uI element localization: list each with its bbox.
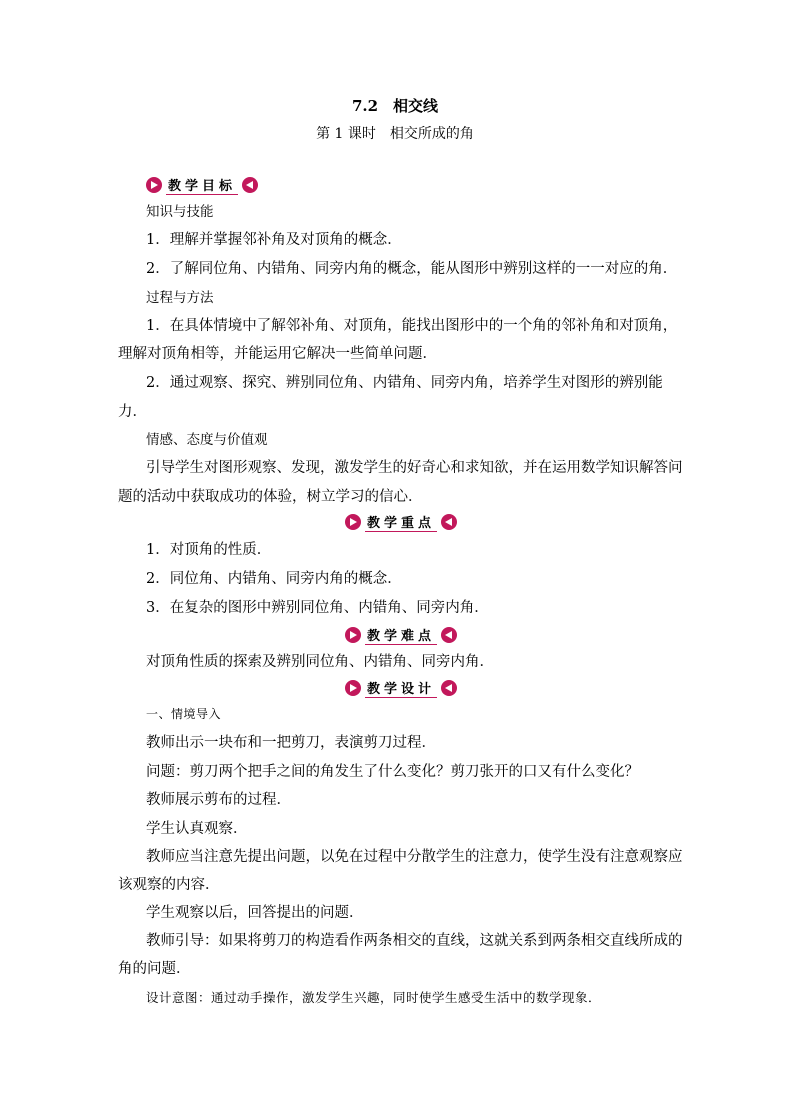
design-line-3: 教师展示剪布的过程． <box>146 792 291 808</box>
goal-knowledge-2: 2．了解同位角、内错角、同旁内角的概念，能从图形中辨别这样的一一对应的角． <box>146 261 678 277</box>
design-line-6: 学生观察以后，回答提出的问题． <box>146 905 364 921</box>
design-line-5b: 该观察的内容． <box>118 877 220 893</box>
design-line-7a: 教师引导：如果将剪刀的构造看作两条相交的直线，这就关系到两条相交直线所成的 <box>146 933 683 949</box>
goal-process-2b: 力． <box>118 404 147 420</box>
section-banner-key <box>345 512 457 532</box>
goal-knowledge-1: 1．理解并掌握邻补角及对顶角的概念． <box>146 232 402 248</box>
section-title-key: 教学重点 <box>365 512 437 532</box>
design-line-2: 问题：剪刀两个把手之间的角发生了什么变化？剪刀张开的口又有什么变化？ <box>146 764 639 780</box>
arrow-right-icon <box>146 177 162 193</box>
section-title-design: 教学设计 <box>365 678 437 698</box>
section-banner-goals <box>146 175 258 195</box>
heading-knowledge: 知识与技能 <box>146 204 214 220</box>
arrow-left-icon <box>441 514 457 530</box>
design-heading-intro: 一、情境导入 <box>146 707 222 721</box>
goal-process-2a: 2．通过观察、探究、辨别同位角、内错角、同旁内角，培养学生对图形的辨别能 <box>146 375 663 391</box>
goal-emotion-1b: 题的活动中获取成功的体验，树立学习的信心． <box>118 489 423 505</box>
lesson-title: 7.2 相交线 <box>351 97 439 115</box>
lesson-subtitle: 第 1 课时 相交所成的角 <box>316 126 474 142</box>
key-point-2: 2．同位角、内错角、同旁内角的概念． <box>146 571 402 587</box>
design-line-1: 教师出示一块布和一把剪刀，表演剪刀过程． <box>146 735 436 751</box>
section-banner-difficult <box>345 625 457 645</box>
design-line-7b: 角的问题． <box>118 961 191 977</box>
arrow-right-icon <box>345 680 361 696</box>
arrow-left-icon <box>242 177 258 193</box>
key-point-3: 3．在复杂的图形中辨别同位角、内错角、同旁内角． <box>146 600 489 616</box>
heading-process: 过程与方法 <box>146 290 214 306</box>
goal-emotion-1a: 引导学生对图形观察、发现，激发学生的好奇心和求知欲，并在运用数学知识解答问 <box>146 460 683 476</box>
arrow-left-icon <box>441 680 457 696</box>
design-intent: 设计意图：通过动手操作，激发学生兴趣，同时使学生感受生活中的数学现象． <box>146 990 602 1005</box>
arrow-left-icon <box>441 627 457 643</box>
arrow-right-icon <box>345 627 361 643</box>
goal-process-1b: 理解对顶角相等，并能运用它解决一些简单问题． <box>118 346 437 362</box>
goal-process-1a: 1．在具体情境中了解邻补角、对顶角，能找出图形中的一个角的邻补角和对顶角， <box>146 318 678 334</box>
heading-emotion: 情感、态度与价值观 <box>146 432 268 448</box>
arrow-right-icon <box>345 514 361 530</box>
design-line-4: 学生认真观察． <box>146 821 248 837</box>
difficult-point-1: 对顶角性质的探索及辨别同位角、内错角、同旁内角． <box>146 654 494 670</box>
key-point-1: 1．对顶角的性质． <box>146 542 272 558</box>
design-line-5a: 教师应当注意先提出问题，以免在过程中分散学生的注意力，使学生没有注意观察应 <box>146 849 683 865</box>
section-banner-design <box>345 678 457 698</box>
section-title-difficult: 教学难点 <box>365 625 437 645</box>
section-title-goals: 教学目标 <box>166 175 238 195</box>
